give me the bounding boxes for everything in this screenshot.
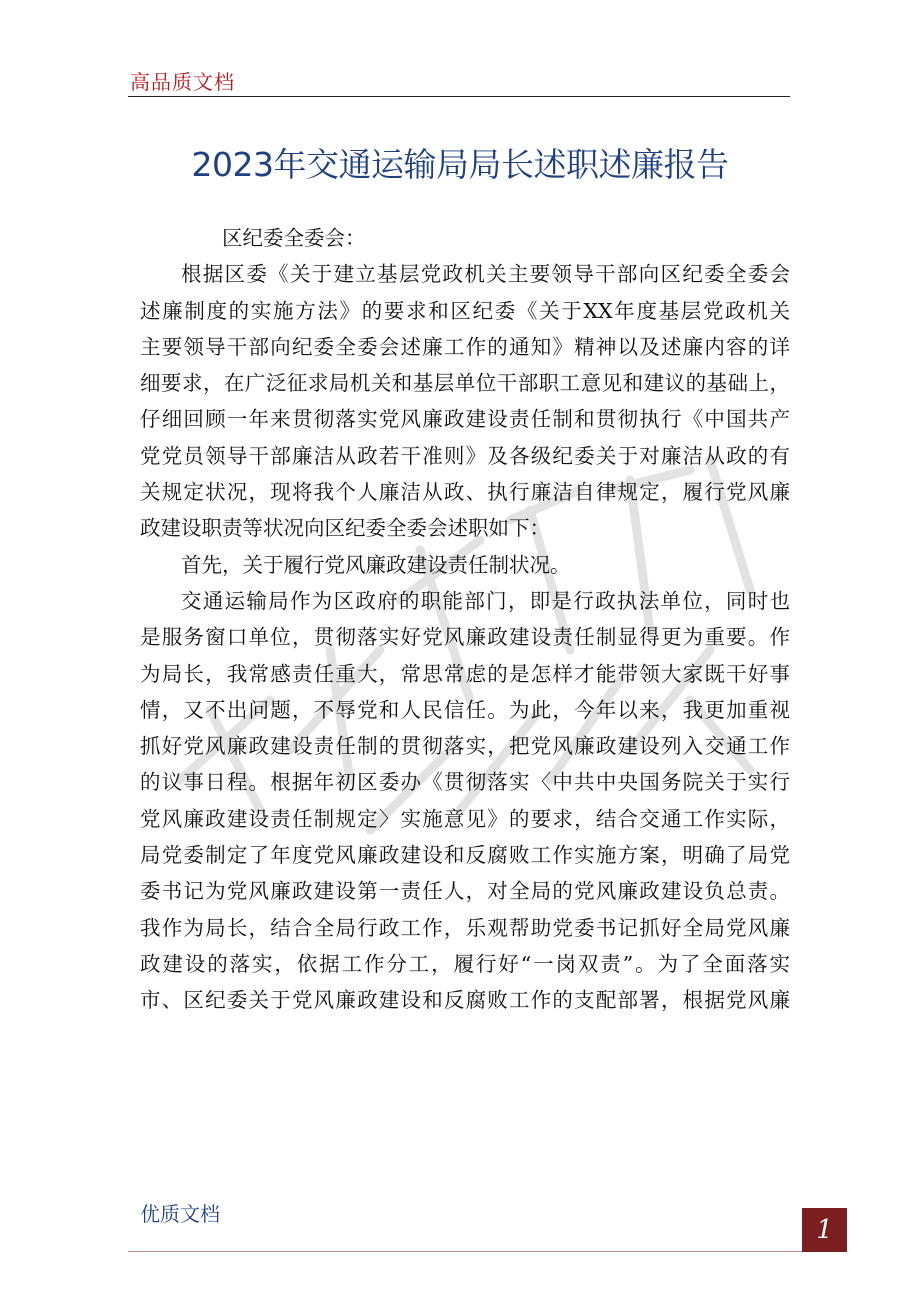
paragraph-line: 政建设职责等状况向区纪委全委会述职如下： <box>140 516 550 541</box>
paragraph-line: 关规定状况，现将我个人廉洁从政、执行廉洁自律规定，履行党风廉 <box>140 480 790 505</box>
paragraph-line: 仔细回顾一年来贯彻落实党风廉政建设责任制和贯彻执行《中国共产 <box>140 407 790 432</box>
paragraph-line: 抓好党风廉政建设责任制的贯彻落实，把党风廉政建设列入交通工作 <box>140 734 790 759</box>
paragraph-line: 市、区纪委关于党风廉政建设和反腐败工作的支配部署，根据党风廉 <box>140 988 790 1013</box>
paragraph-line: 是服务窗口单位，贯彻落实好党风廉政建设责任制显得更为重要。作 <box>140 625 790 650</box>
paragraph-line: 根据区委《关于建立基层党政机关主要领导干部向区纪委全委会 <box>181 262 790 287</box>
paragraph-line: 为局长，我常感责任重大，常思常虑的是怎样才能带领大家既干好事 <box>140 661 790 686</box>
section-heading: 首先，关于履行党风廉政建设责任制状况。 <box>181 552 571 577</box>
footer-label: 优质文档 <box>140 1202 220 1226</box>
page-number: 1 <box>816 1215 833 1245</box>
salutation: 区纪委全委会： <box>222 226 366 250</box>
header-label: 高品质文档 <box>130 70 235 94</box>
header-divider <box>128 96 790 97</box>
paragraph-line: 细要求，在广泛征求局机关和基层单位干部职工意见和建议的基础上， <box>140 371 790 396</box>
paragraph-line: 委书记为党风廉政建设第一责任人，对全局的党风廉政建设负总责。 <box>140 879 790 904</box>
paragraph-line: 党党员领导干部廉洁从政若干准则》及各级纪委关于对廉洁从政的有 <box>140 443 790 468</box>
paragraph-line: 的议事日程。根据年初区委办《贯彻落实〈中共中央国务院关于实行 <box>140 770 790 795</box>
paragraph-line: 局党委制定了年度党风廉政建设和反腐败工作实施方案，明确了局党 <box>140 843 790 868</box>
paragraph-line: 我作为局长，结合全局行政工作，乐观帮助党委书记抓好全局党风廉 <box>140 915 790 940</box>
paragraph-line: 情，又不出问题，不辱党和人民信任。为此，今年以来，我更加重视 <box>140 697 790 722</box>
paragraph-line: 政建设的落实，依据工作分工，履行好“一岗双责”。为了全面落实 <box>140 951 790 976</box>
document-body <box>140 220 790 1019</box>
paragraph-line: 党风廉政建设责任制规定〉实施意见》的要求，结合交通工作实际， <box>140 806 790 831</box>
document-title: 2023年交通运输局局长述职述廉报告 <box>191 145 729 184</box>
paragraph-line: 交通运输局作为区政府的职能部门，即是行政执法单位，同时也 <box>181 588 790 613</box>
footer-divider <box>128 1251 812 1252</box>
paragraph-line: 主要领导干部向纪委全委会述廉工作的通知》精神以及述廉内容的详 <box>140 334 790 359</box>
paragraph-line: 述廉制度的实施方法》的要求和区纪委《关于XX年度基层党政机关 <box>140 298 790 323</box>
